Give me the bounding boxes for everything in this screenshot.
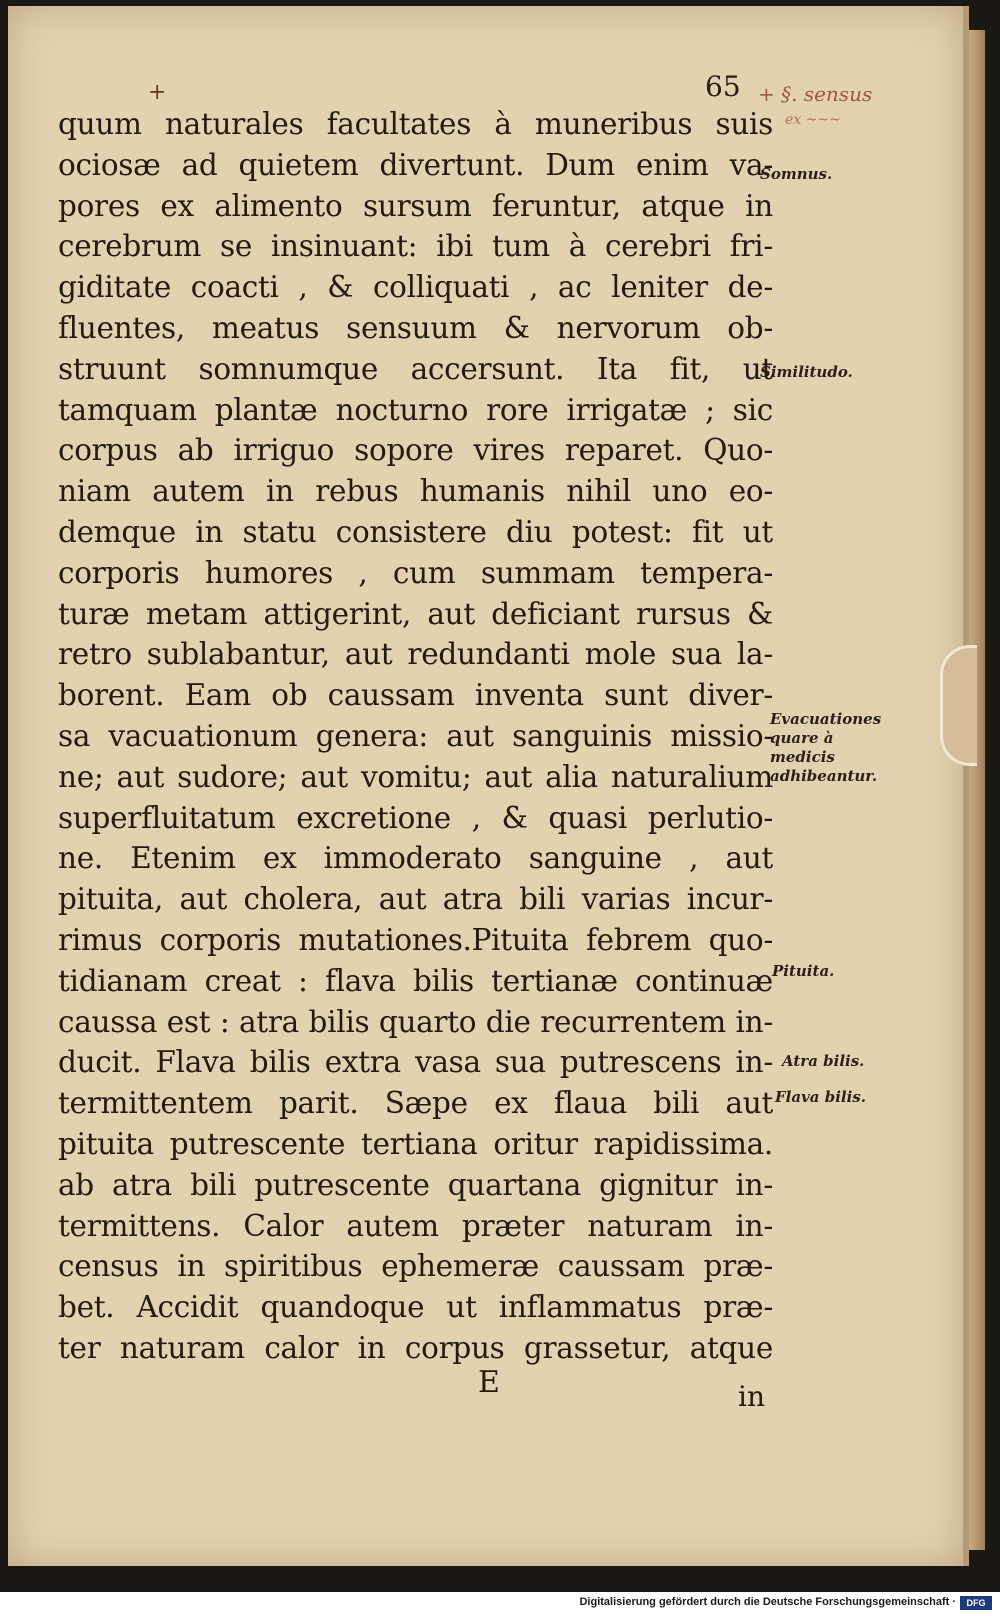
text-line: fluentes, meatus sensuum & nervorum ob- [58, 310, 773, 345]
text-line: pituita, aut cholera, aut atra bili varias incur- [58, 882, 773, 917]
sidenote-pituita: Pituita. [772, 962, 835, 980]
sidenote-evacuationes: Evacuationes quare à medicis adhibeantur. [770, 710, 882, 785]
text-line: retro sublabantur, aut redundanti mole sua la- [58, 637, 773, 672]
text-line: superfluitatum excretione , & quasi perlutio- [58, 800, 773, 835]
handwritten-annotation-sub: ex ~~~ [785, 112, 841, 128]
signature-mark: E [478, 1365, 500, 1400]
text-line: ter naturam calor in corpus grassetur, atque [58, 1330, 773, 1365]
text-line: demque in statu consistere diu potest: fit ut [58, 514, 773, 549]
handwritten-annotation: + §. sensus [758, 82, 873, 106]
plus-mark: + [148, 80, 167, 105]
text-line: struunt somnumque accersunt. Ita fit, ut [58, 351, 773, 386]
text-line: pores ex alimento sursum feruntur, atque in [58, 188, 773, 223]
text-line: turæ metam attigerint, aut deficiant rursus & [58, 596, 773, 631]
sidenote-atra-bilis: Atra bilis. [782, 1052, 865, 1070]
text-line: pituita putrescente tertiana oritur rapidissima. [58, 1126, 773, 1161]
text-line: tamquam plantæ nocturno rore irrigatæ ; sic [58, 392, 773, 427]
text-line: termittentem parit. Sæpe ex flaua bili aut [58, 1086, 773, 1121]
page-clip [940, 645, 977, 766]
text-line: cerebrum se insinuant: ibi tum à cerebri fri- [58, 229, 773, 264]
text-line: tidianam creat : flava bilis tertianæ continuæ [58, 963, 773, 998]
dfg-logo: DFG [960, 1596, 992, 1610]
text-line: ne; aut sudore; aut vomitu; aut alia naturalium [58, 759, 773, 794]
text-line: rimus corporis mutationes.Pituita febrem quo- [58, 922, 773, 957]
text-line: caussa est : atra bilis quarto die recurrentem in- [58, 1004, 773, 1039]
body-text [58, 104, 773, 1369]
catchword: in [738, 1380, 765, 1413]
text-line: termittens. Calor autem præter naturam in- [58, 1208, 773, 1243]
text-line: bet. Accidit quandoque ut inflammatus præ- [58, 1290, 773, 1325]
text-line: niam autem in rebus humanis nihil uno eo- [58, 474, 773, 509]
text-line: ne. Etenim ex immoderato sanguine , aut [58, 841, 773, 876]
text-line: corpus ab irriguo sopore vires reparet. Quo- [58, 433, 773, 468]
text-line: ducit. Flava bilis extra vasa sua putrescens in- [58, 1045, 773, 1080]
text-line: census in spiritibus ephemeræ caussam præ- [58, 1249, 773, 1284]
text-line: giditate coacti , & colliquati , ac leniter de- [58, 270, 773, 305]
text-line: borent. Eam ob caussam inventa sunt diver- [58, 678, 773, 713]
text-line: ab atra bili putrescente quartana gignitur in- [58, 1167, 773, 1202]
text-line: ociosæ ad quietem divertunt. Dum enim va- [58, 147, 773, 182]
text-line: corporis humores , cum summam tempera- [58, 555, 773, 590]
footer-credit: Digitalisierung gefördert durch die Deutsche Forschungsgemeinschaft · [579, 1596, 956, 1608]
text-line: quum naturales facultates à muneribus suis [58, 107, 773, 141]
page-number: 65 [705, 70, 741, 103]
sidenote-somnus: Somnus. [760, 165, 833, 183]
sidenote-similitudo: Similitudo. [760, 363, 853, 381]
text-line: sa vacuationum genera: aut sanguinis missio- [58, 718, 773, 753]
sidenote-flava-bilis: Flava bilis. [775, 1088, 866, 1106]
